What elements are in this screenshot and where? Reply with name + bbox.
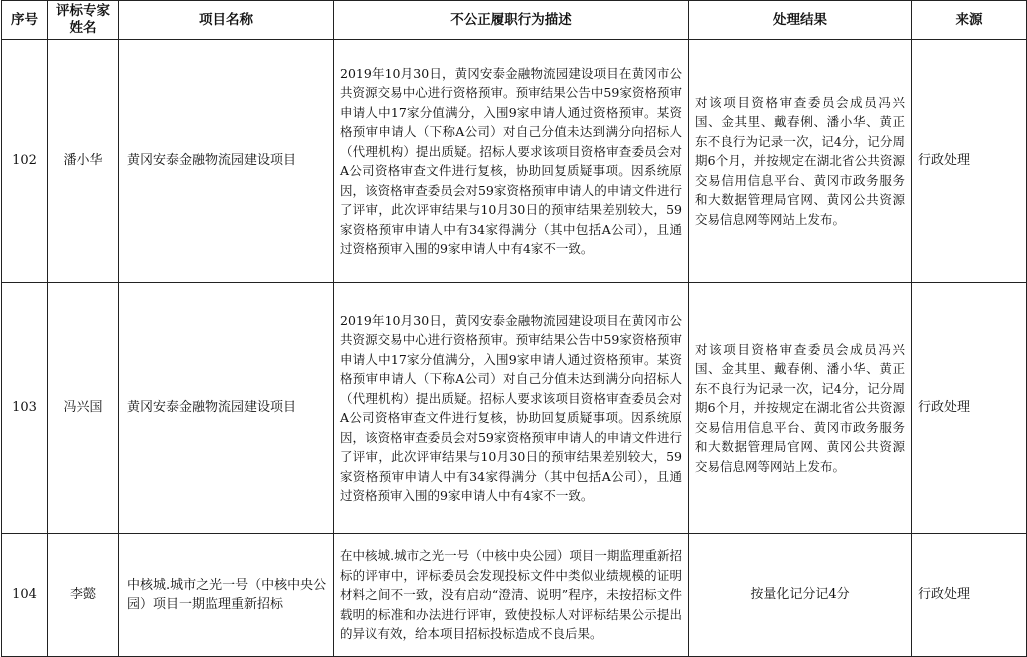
cell-source: 行政处理 xyxy=(912,283,1027,534)
header-project: 项目名称 xyxy=(119,1,334,40)
violation-table xyxy=(1,0,1027,657)
header-result: 处理结果 xyxy=(689,1,912,40)
cell-expert: 潘小华 xyxy=(48,40,119,283)
header-source: 来源 xyxy=(912,1,1027,40)
cell-expert: 李懿 xyxy=(48,534,119,657)
cell-project: 中核城.城市之光一号（中核中央公园）项目一期监理重新招标 xyxy=(119,534,334,657)
cell-no: 104 xyxy=(2,534,48,657)
cell-project: 黄冈安泰金融物流园建设项目 xyxy=(119,283,334,534)
cell-expert: 冯兴国 xyxy=(48,283,119,534)
header-no: 序号 xyxy=(2,1,48,40)
cell-result: 对该项目资格审查委员会成员冯兴国、金其里、戴春俐、潘小华、黄正东不良行为记录一次，记4分，记分周期6个月，并按规定在湖北省公共资源交易信用信息平台、黄冈市政务服务和大数据管理局官网、黄冈公共资源交易信息网等网站上发布。 xyxy=(689,40,912,283)
cell-source: 行政处理 xyxy=(912,534,1027,657)
table-row xyxy=(2,283,1027,534)
cell-result: 对该项目资格审查委员会成员冯兴国、金其里、戴春俐、潘小华、黄正东不良行为记录一次，记4分，记分周期6个月，并按规定在湖北省公共资源交易信用信息平台、黄冈市政务服务和大数据管理局官网、黄冈公共资源交易信息网等网站上发布。 xyxy=(689,283,912,534)
cell-result: 按量化记分记4分 xyxy=(689,534,912,657)
table-row xyxy=(2,40,1027,283)
cell-project: 黄冈安泰金融物流园建设项目 xyxy=(119,40,334,283)
cell-behavior: 2019年10月30日，黄冈安泰金融物流园建设项目在黄冈市公共资源交易中心进行资格预审。预审结果公告中59家资格预审申请人中17家分值满分，入围9家申请人通过资格预审。某资格预审申请人（下称A公司）对自己分值未达到满分向招标人（代理机构）提出质疑。招标人要求该项目资格审查委员会对A公司资格审查文件进行复核，协助回复质疑事项。因系统原因，该资格审查委员会对59家资格预审申请人的申请文件进行了评审，此次评审结果与10月30日的预审结果差别较大，59家资格预审申请人中有34家得满分（其中包括A公司），且通过资格预审入围的9家申请人中有4家不一致。 xyxy=(334,40,689,283)
cell-behavior: 在中核城.城市之光一号（中核中央公园）项目一期监理重新招标的评审中，评标委员会发现投标文件中类似业绩规模的证明材料之间不一致，没有启动“澄清、说明”程序，未按招标文件载明的标准和办法进行评审，致使投标人对评标结果公示提出的异议有效，给本项目招标投标造成不良后果。 xyxy=(334,534,689,657)
header-behavior: 不公正履职行为描述 xyxy=(334,1,689,40)
cell-no: 103 xyxy=(2,283,48,534)
cell-behavior: 2019年10月30日，黄冈安泰金融物流园建设项目在黄冈市公共资源交易中心进行资格预审。预审结果公告中59家资格预审申请人中17家分值满分，入围9家申请人通过资格预审。某资格预审申请人（下称A公司）对自己分值未达到满分向招标人（代理机构）提出质疑。招标人要求该项目资格审查委员会对A公司资格审查文件进行复核，协助回复质疑事项。因系统原因，该资格审查委员会对59家资格预审申请人的申请文件进行了评审，此次评审结果与10月30日的预审结果差别较大，59家资格预审申请人中有34家得满分（其中包括A公司），且通过资格预审入围的9家申请人中有4家不一致。 xyxy=(334,283,689,534)
header-row xyxy=(2,1,1027,40)
header-expert: 评标专家姓名 xyxy=(48,1,119,40)
cell-no: 102 xyxy=(2,40,48,283)
table-row xyxy=(2,534,1027,657)
cell-source: 行政处理 xyxy=(912,40,1027,283)
